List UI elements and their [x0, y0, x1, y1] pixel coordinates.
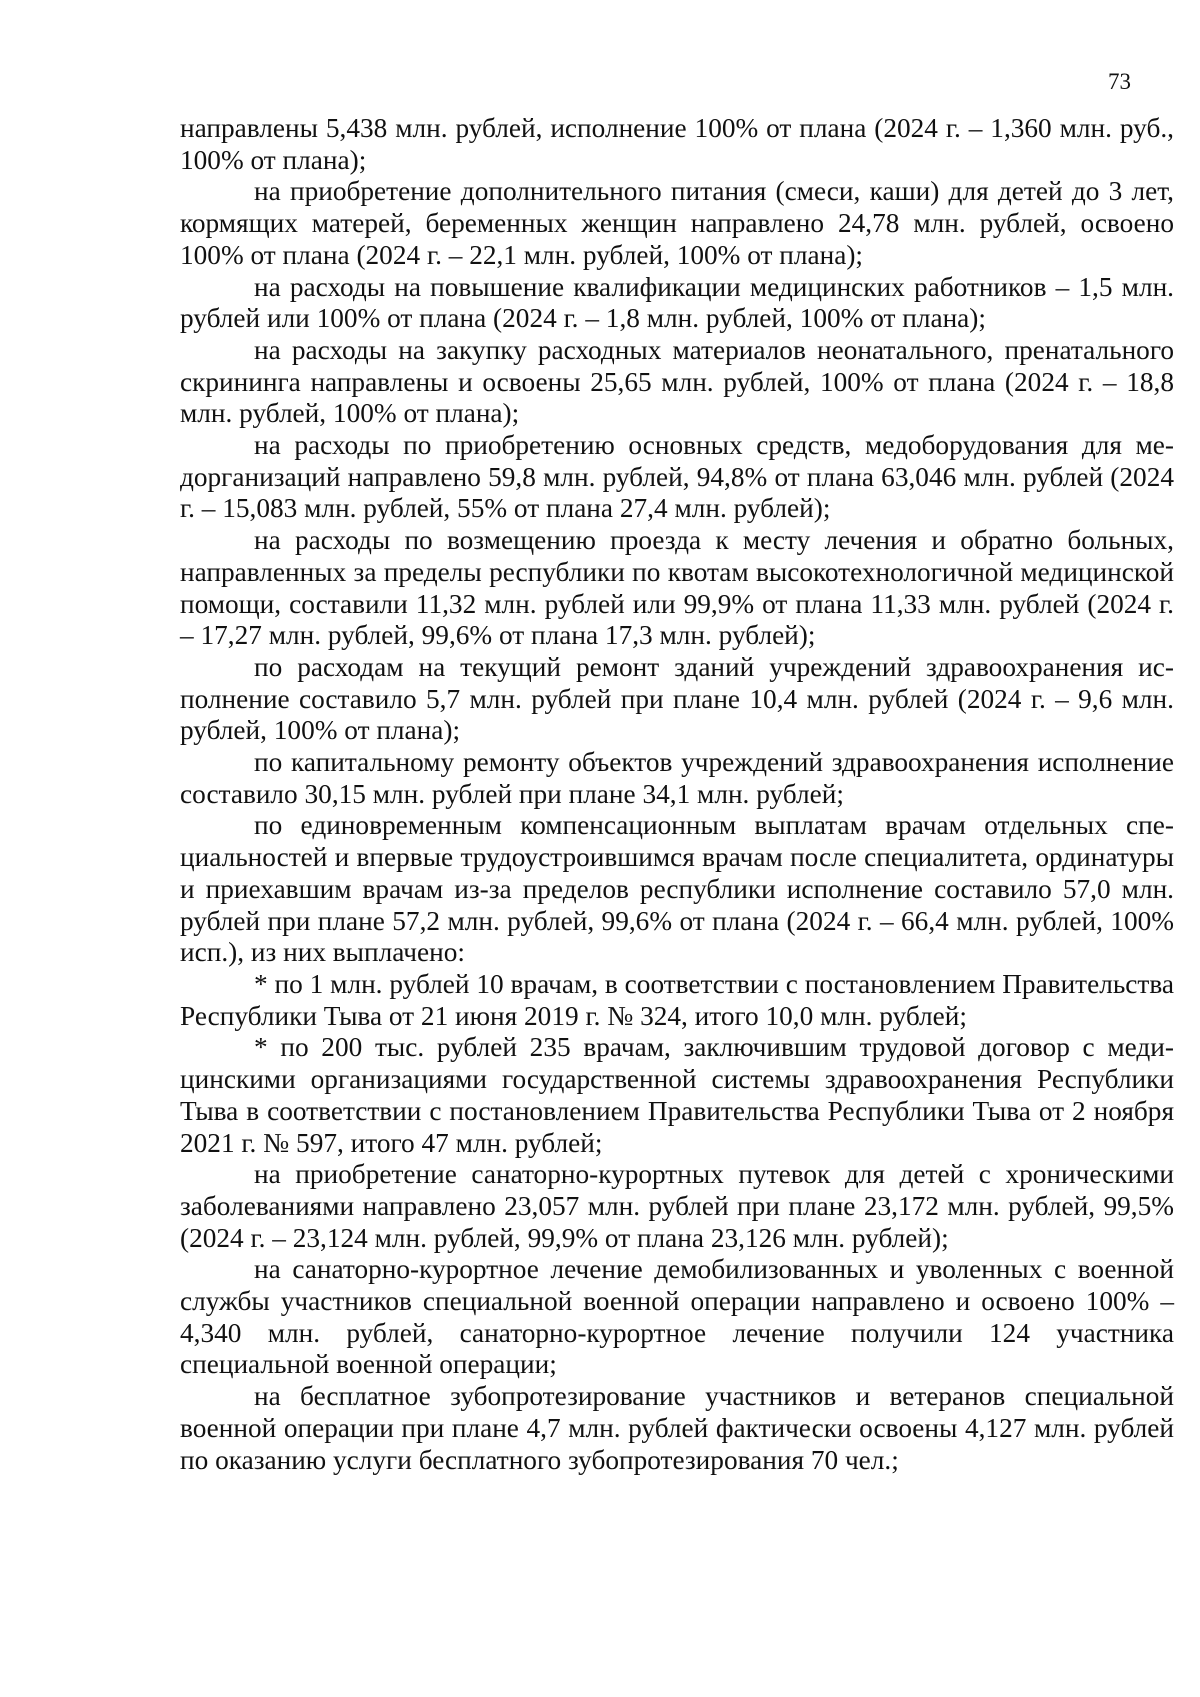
paragraph: на приобретение санаторно-курортных путевок для детей с хроническими заболеваниями направлено 23,057 млн. рублей при плане 23,172 млн. рублей, 99,5% (2024 г. – 23,124 млн. рублей, 99,9% от плана 23,126 млн. рублей); — [180, 1159, 1174, 1253]
paragraph: по капитальному ремонту объектов учреждений здравоохранения исполнение составило 30,15 млн. рублей при плане 34,1 млн. рублей; — [180, 747, 1174, 809]
paragraph: по расходам на текущий ремонт зданий учреждений здравоохранения исполнение составило 5,7 млн. рублей при плане 10,4 млн. рублей (2024 г. – 9,6 млн. рублей, 100% от плана); — [180, 651, 1174, 746]
paragraph: на расходы на повышение квалификации медицинских работников – 1,5 млн. рублей или 100% от плана (2024 г. – 1,8 млн. рублей, 100% от плана); — [180, 271, 1174, 334]
paragraph: по единовременным компенсационным выплатам врачам отдельных специальностей и впервые трудоустроившимся врачам после специалитета, ординатуры и приехавшим врачам из-за пределов республики исполнение составило 57,0 млн. рублей при плане 57,2 млн. рублей, 99,6% от плана (2024 г. – 66,4 млн. рублей, 100% исп.), из них выплачено: — [180, 810, 1174, 968]
paragraph: * по 1 млн. рублей 10 врачам, в соответствии с постановлением Правительства Республики Тыва от 21 июня 2019 г. № 324, итого 10,0 млн. рублей; — [180, 968, 1174, 1031]
document-body — [180, 113, 1174, 1476]
paragraph: на бесплатное зубопротезирование участников и ветеранов специальной военной операции при плане 4,7 млн. рублей фактически освоены 4,127 млн. рублей по оказанию услуги бесплатного зубопротезирования 70 чел.; — [180, 1381, 1174, 1475]
paragraph: направлены 5,438 млн. рублей, исполнение 100% от плана (2024 г. – 1,360 млн. руб., 100% от плана); — [180, 113, 1174, 175]
paragraph: на санаторно-курортное лечение демобилизованных и уволенных с военной службы участников специальной военной операции направлено и освоено 100% – 4,340 млн. рублей, санаторно-курортное лечение получили 124 участника специальной военной операции; — [180, 1254, 1174, 1380]
paragraph: на приобретение дополнительного питания (смеси, каши) для детей до 3 лет, кормящих матерей, беременных женщин направлено 24,78 млн. рублей, освоено 100% от плана (2024 г. – 22,1 млн. рублей, 100% от плана); — [180, 176, 1174, 270]
page-number: 73 — [1108, 69, 1131, 94]
paragraph: на расходы по приобретению основных средств, медоборудования для медорганизаций направлено 59,8 млн. рублей, 94,8% от плана 63,046 млн. рублей (2024 г. – 15,083 млн. рублей, 55% от плана 27,4 млн. рублей); — [180, 430, 1174, 524]
paragraph: на расходы на закупку расходных материалов неонатального, пренатального скрининга направлены и освоены 25,65 млн. рублей, 100% от плана (2024 г. – 18,8 млн. рублей, 100% от плана); — [180, 334, 1174, 429]
paragraph: * по 200 тыс. рублей 235 врачам, заключившим трудовой договор с медицинскими организациями государственной системы здравоохранения Республики Тыва в соответствии с постановлением Правительства Республики Тыва от 2 ноября 2021 г. № 597, итого 47 млн. рублей; — [180, 1032, 1174, 1158]
paragraph: на расходы по возмещению проезда к месту лечения и обратно больных, направленных за пределы республики по квотам высокотехнологичной медицинской помощи, составили 11,32 млн. рублей или 99,9% от плана 11,33 млн. рублей (2024 г. – 17,27 млн. рублей, 99,6% от плана 17,3 млн. рублей); — [180, 525, 1174, 651]
